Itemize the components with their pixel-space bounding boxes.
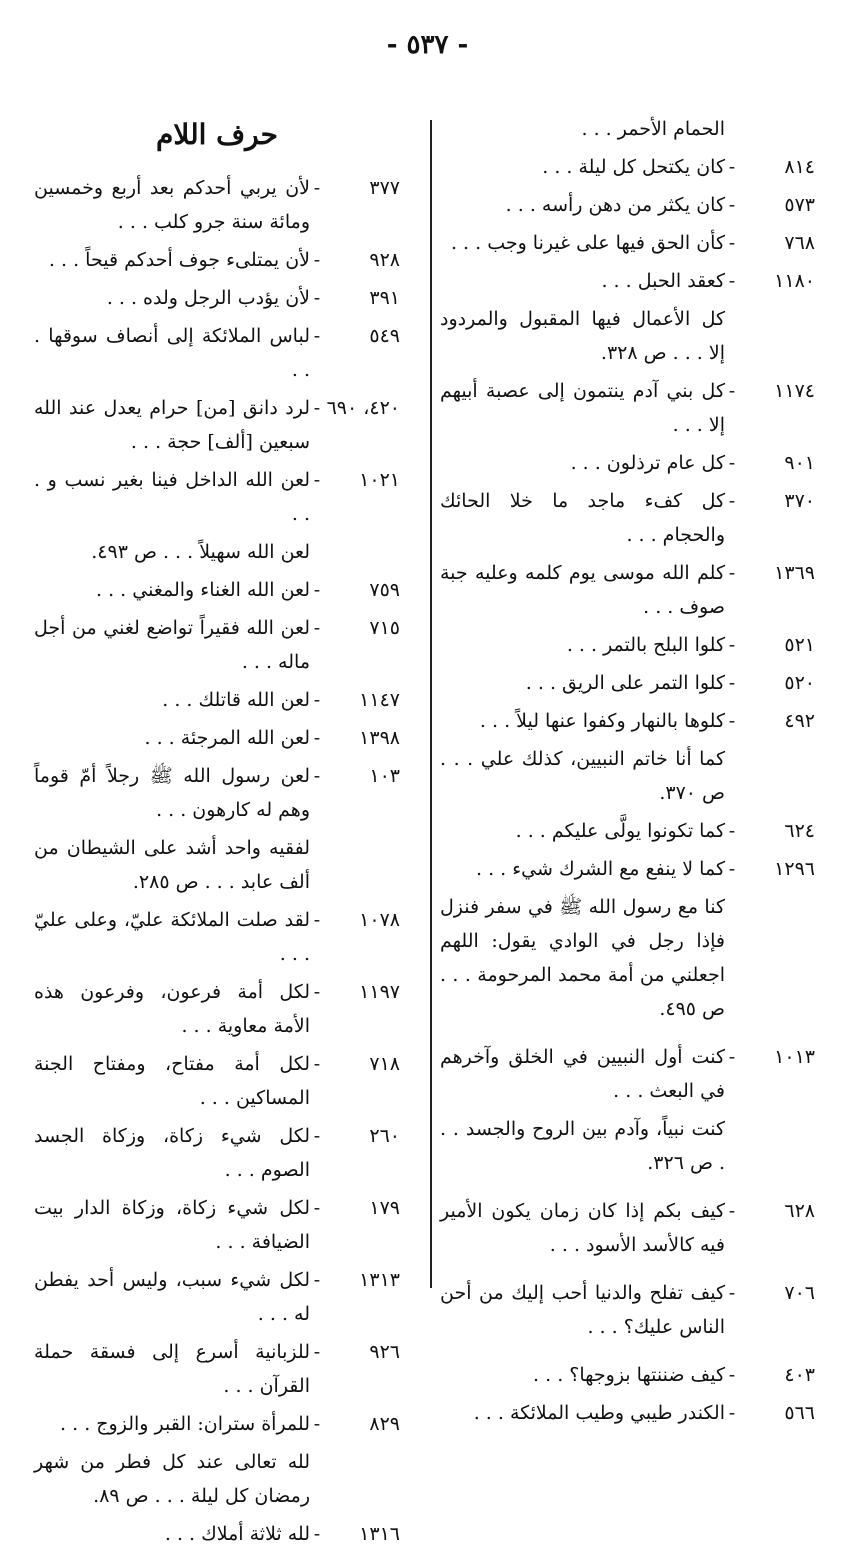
index-entry — [440, 1040, 815, 1108]
index-entry — [440, 1276, 815, 1344]
index-entry — [34, 281, 400, 315]
index-entry — [440, 628, 815, 662]
entry-text: لعن رسول الله ﷺ رجلاً أمّ قوماً وهم له كارهون . . . — [34, 765, 310, 821]
entry-dash: - — [313, 1125, 321, 1147]
page-number: - ٥٣٧ - — [386, 30, 469, 60]
index-entry — [440, 150, 815, 184]
entry-number: ٤٠٣ — [784, 1364, 815, 1386]
entry-dash: - — [313, 249, 321, 271]
entry-number: ٤٢٠، ٦٩٠ — [326, 397, 400, 419]
entry-text: لأن يربي أحدكم بعد أربع وخمسين ومائة سنة جرو كلب . . . — [34, 177, 310, 233]
entry-number: ٥٢١ — [784, 634, 815, 656]
entry-number: ١٠٣ — [369, 765, 400, 787]
entry-text: لكل شيء سبب، وليس أحد يفطن له . . . — [34, 1269, 310, 1325]
entry-number: ٩٠١ — [784, 452, 815, 474]
entry-dash: - — [728, 270, 736, 292]
entry-text: لكل شيء زكاة، وزكاة الدار بيت الضيافة . . . — [34, 1197, 310, 1253]
index-entry — [34, 975, 400, 1043]
entry-dash: - — [313, 689, 321, 711]
index-entry — [440, 484, 815, 552]
entry-number: ٤٩٢ — [784, 710, 815, 732]
entry-dash: - — [313, 1341, 321, 1363]
entry-text: كيف تفلح والدنيا أحب إليك من أحن الناس عليك؟ . . . — [440, 1282, 725, 1338]
entry-text: كيف ضننتها بزوجها؟ . . . — [533, 1364, 725, 1386]
entry-text: كل كفء ماجد ما خلا الحائك والحجام . . . — [440, 490, 725, 546]
index-entry — [440, 556, 815, 624]
entry-dash: - — [313, 177, 321, 199]
index-entry — [34, 1119, 400, 1187]
entry-dash: - — [728, 672, 736, 694]
entry-dash: - — [728, 232, 736, 254]
entry-text: لأن يمتلىء جوف أحدكم قيحاً . . . — [48, 249, 310, 271]
entry-text: لأن يؤدب الرجل ولده . . . — [106, 287, 310, 309]
entry-number: ١٣١٦ — [359, 1523, 400, 1545]
entry-dash: - — [728, 634, 736, 656]
entry-dash: - — [728, 490, 736, 512]
entry-text: لعن الله فقيراً تواضع لغني من أجل ماله . . . — [34, 617, 310, 673]
entry-text: لرد دانق [من] حرام يعدل عند الله سبعين [ألف] حجة . . . — [34, 397, 310, 453]
entry-number: ١٧٩ — [369, 1197, 400, 1219]
entry-text: كما لا ينفع مع الشرك شيء . . . — [476, 858, 725, 880]
entry-dash: - — [313, 727, 321, 749]
entry-number: ٥٧٣ — [784, 194, 815, 216]
entry-dash: - — [728, 1364, 736, 1386]
entry-dash: - — [728, 194, 736, 216]
entry-number: ٢٦٠ — [369, 1125, 400, 1147]
index-entry — [440, 1396, 815, 1430]
index-entry — [34, 463, 400, 531]
entry-dash: - — [313, 287, 321, 309]
entry-dash: - — [728, 452, 736, 474]
entry-number: ٧٦٨ — [784, 232, 815, 254]
index-entry — [34, 683, 400, 717]
entry-text: كلوها بالنهار وكفوا عنها ليلاً . . . — [479, 710, 725, 732]
index-entry — [440, 374, 815, 442]
entry-dash: - — [313, 1197, 321, 1219]
right-column — [440, 112, 815, 1434]
entry-dash: - — [313, 1523, 321, 1545]
column-divider — [430, 120, 432, 1288]
entry-continuation: كل الأعمال فيها المقبول والمردود إلا . . . ص ٣٢٨. — [440, 308, 725, 364]
index-entry — [34, 391, 400, 459]
entry-number: ١٠٧٨ — [359, 909, 400, 931]
entry-text: لعن الله قاتلك . . . — [162, 689, 310, 711]
entry-dash: - — [728, 1200, 736, 1222]
index-entry — [440, 852, 815, 886]
entry-number: ١٠٢١ — [359, 469, 400, 491]
entry-number: ٦٢٤ — [784, 820, 815, 842]
index-entry — [440, 704, 815, 738]
entry-continuation: لفقيه واحد أشد على الشيطان من ألف عابد . . . ص ٢٨٥. — [34, 837, 310, 893]
entry-text: لباس الملائكة إلى أنصاف سوقها . . . — [34, 325, 310, 381]
entry-text: لكل أمة فرعون، وفرعون هذه الأمة معاوية . . . — [34, 981, 310, 1037]
entry-text: لقد صلت الملائكة عليّ، وعلى عليّ . . . — [34, 909, 310, 965]
entry-text: للمرأة ستران: القبر والزوج . . . — [60, 1413, 310, 1435]
index-entry — [34, 1335, 400, 1403]
entry-dash: - — [728, 156, 736, 178]
entry-continuation: لعن الله سهيلاً . . . ص ٤٩٣. — [91, 541, 310, 563]
entry-text: لله ثلاثة أملاك . . . — [164, 1523, 310, 1545]
entry-text: لعن الله المرجئة . . . — [144, 727, 310, 749]
entry-dash: - — [728, 562, 736, 584]
entry-dash: - — [313, 397, 321, 419]
entry-text: كأن الحق فيها على غيرنا وجب . . . — [450, 232, 725, 254]
entry-number: ٣٧٠ — [784, 490, 815, 512]
entry-dash: - — [313, 1269, 321, 1291]
entry-text: كان يكتحل كل ليلة . . . — [542, 156, 725, 178]
entry-number: ٣٩١ — [369, 287, 400, 309]
entry-number: ١٢٩٦ — [774, 858, 815, 880]
entry-text: كان يكثر من دهن رأسه . . . — [505, 194, 725, 216]
index-entry — [440, 1194, 815, 1262]
entry-number: ٨٢٩ — [369, 1413, 400, 1435]
entry-number: ٧٠٦ — [784, 1282, 815, 1304]
entry-text: كعقد الحبل . . . — [601, 270, 725, 292]
index-entry — [440, 666, 815, 700]
entry-text: للزبانية أسرع إلى فسقة حملة القرآن . . . — [34, 1341, 310, 1397]
entry-dash: - — [313, 981, 321, 1003]
entry-number: ٨١٤ — [784, 156, 815, 178]
entry-text: كيف بكم إذا كان زمان يكون الأمير فيه كالأسد الأسود . . . — [440, 1200, 725, 1256]
entry-dash: - — [728, 380, 736, 402]
entry-number: ٦٢٨ — [784, 1200, 815, 1222]
entry-dash: - — [313, 1413, 321, 1435]
entry-text: لكل أمة مفتاح، ومفتاح الجنة المساكين . . . — [34, 1053, 310, 1109]
entry-dash: - — [313, 1053, 321, 1075]
entry-number: ١٣٩٨ — [359, 727, 400, 749]
entry-number: ٩٢٦ — [369, 1341, 400, 1363]
entry-text: كلوا البلح بالتمر . . . — [566, 634, 725, 656]
entry-text: لكل شيء زكاة، وزكاة الجسد الصوم . . . — [34, 1125, 310, 1181]
index-entry — [34, 243, 400, 277]
entry-number: ١٣٦٩ — [774, 562, 815, 584]
entry-number: ١١٨٠ — [774, 270, 815, 292]
index-entry — [34, 319, 400, 387]
index-entry — [34, 1047, 400, 1115]
index-entry — [440, 264, 815, 298]
entry-dash: - — [728, 1402, 736, 1424]
entry-number: ٩٢٨ — [369, 249, 400, 271]
entry-number: ١٣١٣ — [359, 1269, 400, 1291]
index-entry — [34, 1517, 400, 1551]
entry-text: كنت أول النبيين في الخلق وآخرهم في البعث . . . — [440, 1046, 725, 1102]
index-entry — [440, 1358, 815, 1392]
entry-dash: - — [728, 1046, 736, 1068]
index-entry — [34, 903, 400, 971]
entry-dash: - — [313, 325, 321, 347]
index-entry — [34, 721, 400, 755]
entry-text: كل بني آدم ينتمون إلى عصبة أبيهم إلا . . . — [440, 380, 725, 436]
entry-continuation: الحمام الأحمر . . . — [581, 118, 725, 140]
entry-dash: - — [728, 710, 736, 732]
entry-number: ٣٧٧ — [369, 177, 400, 199]
entry-continuation: كما أنا خاتم النبيين، كذلك علي . . . ص ٣٧٠. — [440, 748, 725, 804]
entry-dash: - — [313, 617, 321, 639]
entry-number: ٧١٥ — [369, 617, 400, 639]
entry-dash: - — [313, 469, 321, 491]
index-entry — [34, 1191, 400, 1259]
index-entry — [440, 446, 815, 480]
entry-dash: - — [728, 1282, 736, 1304]
entry-text: لعن الله الغناء والمغني . . . — [96, 579, 310, 601]
index-entry — [440, 814, 815, 848]
entry-number: ٥٦٦ — [784, 1402, 815, 1424]
entry-number: ٧٥٩ — [369, 579, 400, 601]
entry-continuation: لله تعالى عند كل فطر من شهر رمضان كل ليلة . . . ص ٨٩. — [34, 1451, 310, 1507]
entry-number: ١١٩٧ — [359, 981, 400, 1003]
index-entry — [440, 188, 815, 222]
entry-dash: - — [313, 579, 321, 601]
entry-number: ٧١٨ — [369, 1053, 400, 1075]
entry-text: كلم الله موسى يوم كلمه وعليه جبة صوف . . . — [440, 562, 725, 618]
entry-continuation: كنت نبياً، وآدم بين الروح والجسد . . . ص ٣٢٦. — [440, 1118, 725, 1174]
left-column — [34, 112, 400, 1555]
index-entry — [34, 1263, 400, 1331]
entry-dash: - — [313, 909, 321, 931]
entry-number: ٥٢٠ — [784, 672, 815, 694]
entry-number: ١١٤٧ — [359, 689, 400, 711]
index-entry — [34, 171, 400, 239]
index-entry — [34, 1407, 400, 1441]
entry-dash: - — [728, 820, 736, 842]
entry-text: كما تكونوا يولَّى عليكم . . . — [515, 820, 725, 842]
entry-text: كلوا التمر على الريق . . . — [525, 672, 725, 694]
entry-text: الكندر طيبي وطيب الملائكة . . . — [473, 1402, 725, 1424]
entry-text: كل عام ترذلون . . . — [570, 452, 725, 474]
section-heading: حرف اللام — [156, 118, 278, 151]
entry-text: لعن الله الداخل فينا بغير نسب و . . . — [34, 469, 310, 525]
index-entry — [440, 226, 815, 260]
index-entry — [34, 759, 400, 827]
entry-dash: - — [313, 765, 321, 787]
index-entry — [34, 573, 400, 607]
entry-number: ٥٤٩ — [369, 325, 400, 347]
entry-number: ١١٧٤ — [774, 380, 815, 402]
index-entry — [34, 611, 400, 679]
entry-dash: - — [728, 858, 736, 880]
entry-continuation: كنا مع رسول الله ﷺ في سفر فنزل فإذا رجل في الوادي يقول: اللهم اجعلني من أمة محمد المرحومة . . . ص ٤٩٥. — [440, 896, 725, 1020]
entry-number: ١٠١٣ — [774, 1046, 815, 1068]
